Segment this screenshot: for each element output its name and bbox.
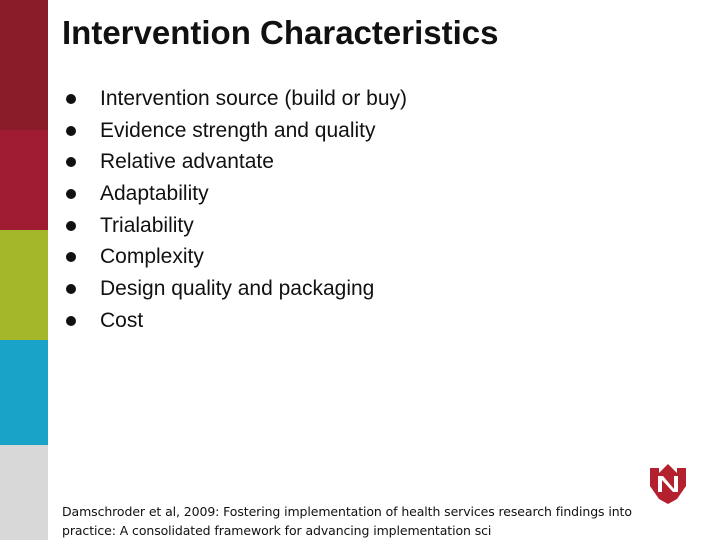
- bullet-dot-icon: [66, 126, 76, 136]
- citation: [62, 502, 702, 540]
- bullet-text: Intervention source (build or buy): [100, 87, 407, 110]
- bullet-text: Complexity: [100, 245, 204, 269]
- bullet-text: Trialability: [100, 213, 194, 237]
- bar-segment-grey: [0, 445, 48, 540]
- bar-segment-green: [0, 230, 48, 340]
- bullet-dot-icon: [66, 94, 76, 104]
- citation-line-1: Damschroder et al, 2009: Fostering implementation of health services research findings into: [62, 504, 632, 519]
- bar-segment-maroon: [0, 0, 48, 130]
- bullet-dot-icon: [66, 189, 76, 199]
- bullet-dot-icon: [66, 157, 76, 167]
- side-color-bar: [0, 0, 48, 540]
- bar-segment-blue: [0, 340, 48, 445]
- bullet-dot-icon: [66, 284, 76, 294]
- bullet-text: Relative advantate: [100, 150, 274, 174]
- citation-line-2: practice: A consolidated framework for advancing implementation sci: [62, 523, 492, 538]
- slide-title: Intervention Characteristics: [62, 14, 499, 51]
- bullet-dot-icon: [66, 316, 76, 326]
- bullet-text: Cost: [100, 308, 144, 332]
- bar-segment-red: [0, 130, 48, 230]
- bullet-text: Evidence strength and quality: [100, 118, 376, 142]
- bullet-dot-icon: [66, 221, 76, 231]
- bullet-text: Adaptability: [100, 182, 209, 206]
- nebraska-n-logo-icon: [646, 462, 690, 506]
- bullet-dot-icon: [66, 252, 76, 262]
- bullet-text: Design quality and packaging: [100, 277, 375, 301]
